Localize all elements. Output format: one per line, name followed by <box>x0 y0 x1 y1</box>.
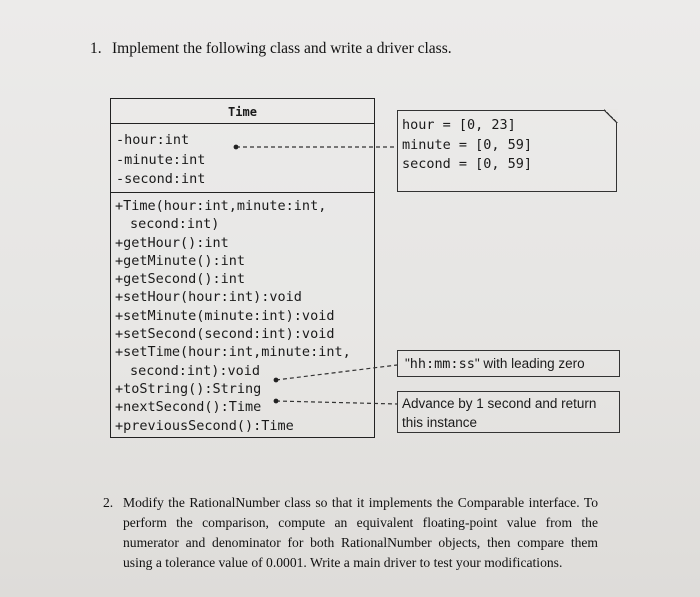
advance-line-1: Advance by 1 second and return <box>402 396 597 411</box>
uml-method-to-string: +toString():String <box>115 380 262 397</box>
uml-method-next-second: +nextSecond():Time <box>115 399 262 416</box>
connector-tostring <box>276 365 397 380</box>
range-hour: hour = [0, 23] <box>402 117 516 133</box>
advance-line-2: this instance <box>402 415 478 430</box>
range-minute: minute = [0, 59] <box>402 136 533 153</box>
uml-class-name: Time <box>111 99 374 124</box>
uml-method-constructor: +Time(hour:int,minute:int, <box>115 198 327 214</box>
connector-next-second <box>276 401 397 404</box>
uml-method-set-time-cont: second:int):void <box>130 362 261 379</box>
question-1-number: 1. <box>90 40 102 57</box>
question-2-text: Modify the RationalNumber class so that it implements the Comparable interface. To perform the comparison, compute an equivalent floating-point value from the numerator and denominator for both RationalNumber objects, then compare them using a tolerance value of 0.0001. Write a main driver to test your modifications. <box>123 495 598 570</box>
uml-method-constructor-cont: second:int) <box>130 216 220 233</box>
uml-method-set-minute: +setMinute(minute:int):void <box>115 307 335 324</box>
connector-dot-tostring <box>274 378 279 383</box>
question-2-number: 2. <box>103 495 114 510</box>
uml-attribute-second: -second:int <box>116 171 206 187</box>
uml-method-get-hour: +getHour():int <box>115 234 229 251</box>
connector-dot-next-second <box>274 399 279 404</box>
uml-method-set-time: +setTime(hour:int,minute:int, <box>115 344 351 361</box>
tostring-suffix: " with leading zero <box>474 356 585 371</box>
tostring-format: hh:mm:ss <box>409 356 475 372</box>
uml-method-set-hour: +setHour(hour:int):void <box>115 289 302 306</box>
uml-method-previous-second: +previousSecond():Time <box>115 417 294 434</box>
range-second: second = [0, 59] <box>402 156 533 172</box>
uml-attribute-minute: -minute:int <box>116 151 206 168</box>
uml-method-get-minute: +getMinute():int <box>115 252 246 269</box>
uml-method-set-second: +setSecond(second:int):void <box>115 326 335 343</box>
uml-attribute-hour: -hour:int <box>116 132 190 148</box>
connector-dot-attributes <box>234 145 239 150</box>
tostring-quote-open: " <box>405 356 410 371</box>
question-2 <box>103 493 598 573</box>
question-1-text: Implement the following class and write a driver class. <box>112 40 452 57</box>
uml-method-get-second: +getSecond():int <box>115 271 246 288</box>
